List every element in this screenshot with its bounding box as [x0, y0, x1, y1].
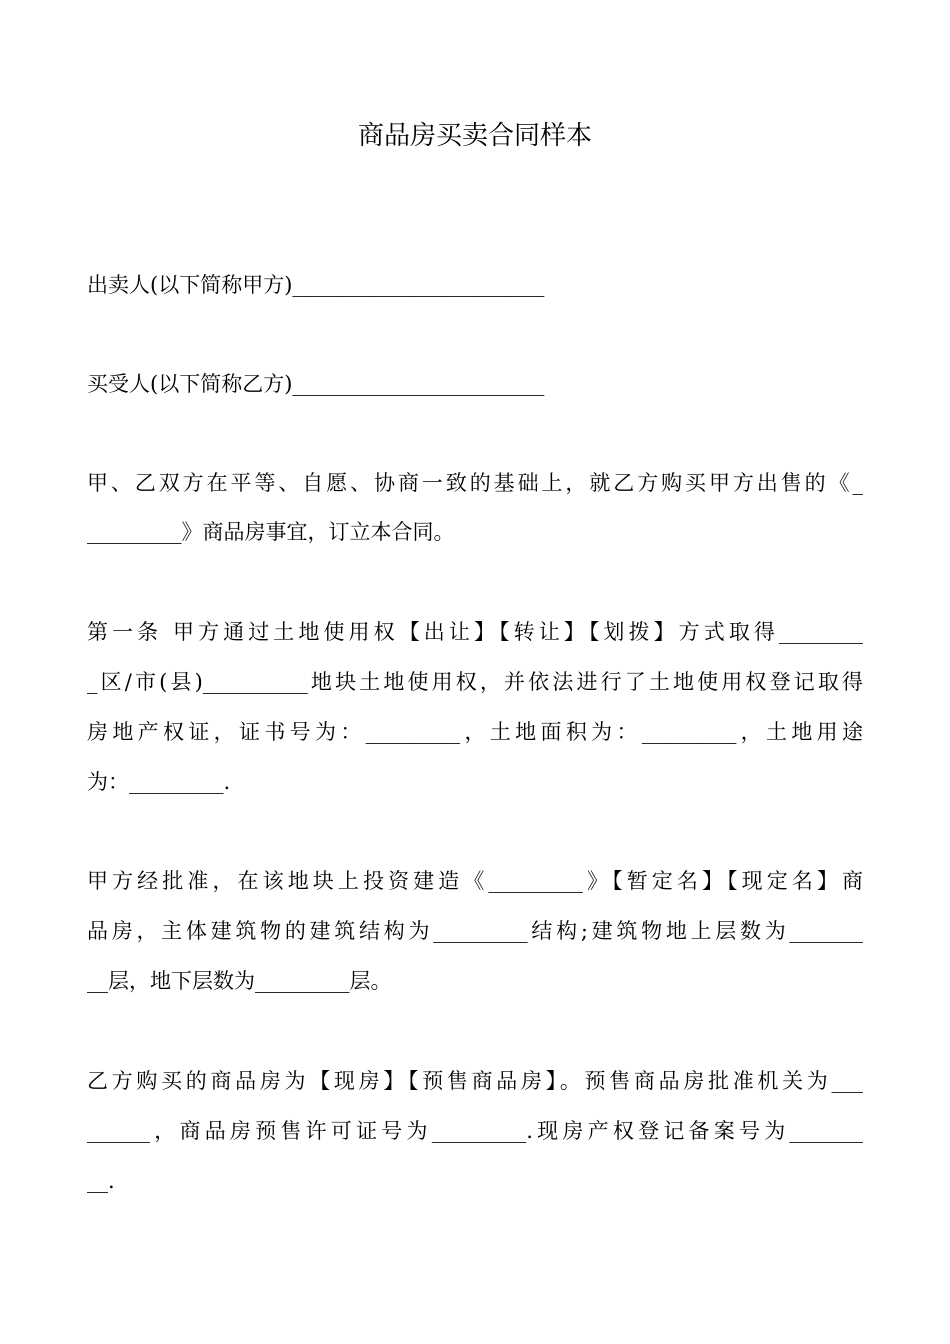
paragraph-line: __. [87, 1169, 115, 1193]
paragraph-line: 房地产权证，证书号为：_________，土地面积为：_________，土地用途 [87, 720, 863, 744]
paragraph-line: 第一条 甲方通过土地使用权【出让】【转让】【划拨】方式取得________ [87, 620, 863, 644]
paragraph-line: _________》商品房事宜，订立本合同。 [87, 520, 455, 544]
paragraph-line: 乙方购买的商品房为【现房】【预售商品房】。预售商品房批准机关为___ [87, 1069, 863, 1093]
paragraph-line: 品房，主体建筑物的建筑结构为_________结构;建筑物地上层数为_______ [87, 919, 863, 943]
seller-line: 出卖人(以下简称甲方)________________________ [87, 273, 545, 297]
document-title: 商品房买卖合同样本 [357, 121, 592, 151]
paragraph-line: 甲、乙双方在平等、自愿、协商一致的基础上，就乙方购买甲方出售的《_ [87, 471, 863, 495]
paragraph-line: _区/市(县)__________地块土地使用权，并依法进行了土地使用权登记取得 [87, 670, 863, 694]
buyer-line: 买受人(以下简称乙方)________________________ [87, 372, 545, 396]
paragraph-line: 为：_________. [87, 770, 231, 794]
paragraph-line: 甲方经批准，在该地块上投资建造《_________》【暂定名】【现定名】商 [87, 869, 863, 893]
paragraph-line: __层，地下层数为_________层。 [87, 969, 392, 993]
paragraph-line: ______，商品房预售许可证号为_________.现房产权登记备案号为_______ [87, 1119, 863, 1143]
